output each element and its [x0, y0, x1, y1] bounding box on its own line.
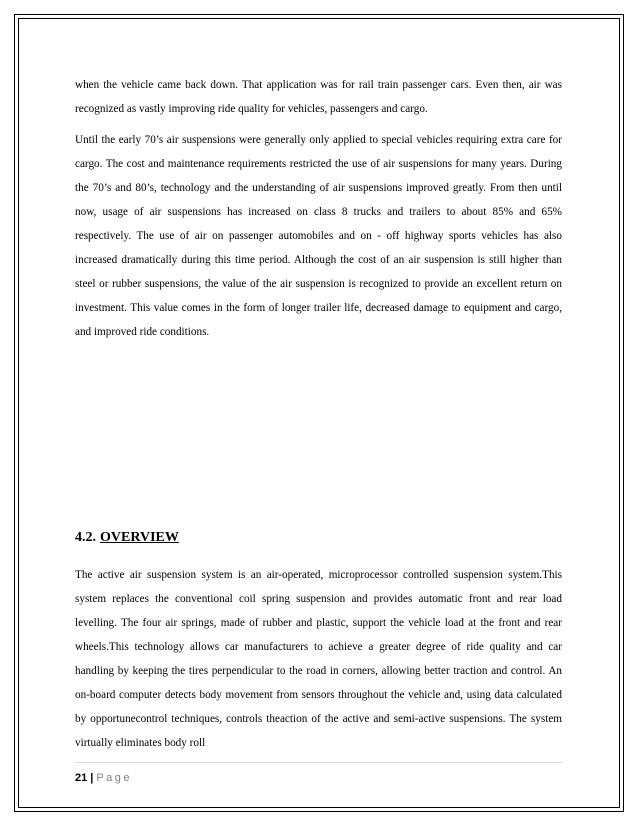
section-number: 4.2. — [75, 530, 96, 545]
page-footer — [75, 772, 132, 784]
section-title: OVERVIEW — [100, 530, 179, 545]
footer-separator: | — [90, 772, 94, 784]
footer-divider — [75, 762, 562, 763]
paragraph-overview: The active air suspension system is an air-operated, microprocessor controlled suspension system.This system replaces the conventional coil spring suspension and provides automatic front and rear load levelling. The four air springs, made of rubber and plastic, support the vehicle load at the front and rear wheels.This technology allows car manufacturers to achieve a greater degree of ride quality and car handling by keeping the tires perpendicular to the road in corners, allowing better traction and control. An on-board computer detects body movement from sensors throughout the vehicle and, using data calculated by opportunecontrol techniques, controls theaction of the active and semi-active suspensions. The system virtually eliminates body roll — [75, 569, 562, 749]
body-text-overview — [75, 563, 562, 755]
paragraph-history: Until the early 70’s air suspensions were generally only applied to special vehicles requiring extra care for cargo. The cost and maintenance requirements restricted the use of air suspensions for many years. During the 70’s and 80’s, technology and the understanding of air suspensions improved greatly. From then until now, usage of air suspensions has increased on class 8 trucks and trailers to about 85% and 65% respectively. The use of air on passenger automobiles and on - off highway sports vehicles has also increased dramatically during this time period. Although the cost of an air suspension is still higher than steel or rubber suspensions, the value of the air suspension is recognized to provide an excellent return on investment. This value comes in the form of longer trailer life, decreased damage to equipment and cargo, and improved ride conditions. — [75, 134, 562, 338]
body-text-top — [75, 73, 562, 344]
section-heading — [75, 530, 179, 546]
paragraph-continuation: when the vehicle came back down. That application was for rail train passenger cars. Even then, air was recognized as vastly improving ride quality for vehicles, passengers and cargo. — [75, 79, 562, 115]
page-label: Page — [96, 772, 133, 784]
page-number: 21 — [75, 772, 88, 784]
